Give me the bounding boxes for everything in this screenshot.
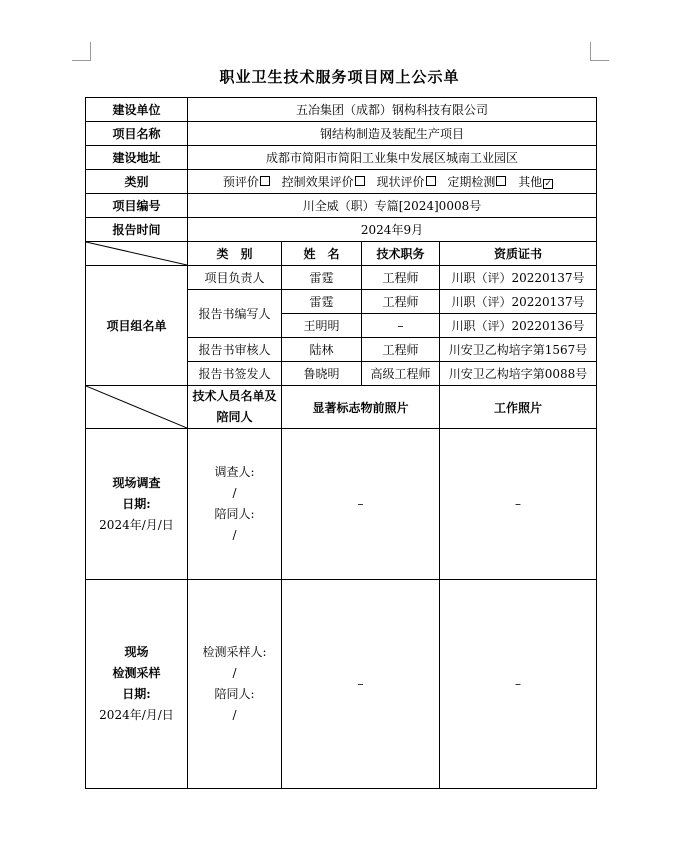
report-time-value: 2024年9月: [188, 218, 597, 242]
photo-header-staff: 技术人员名单及陪同人: [188, 386, 282, 429]
option-control-effect-label: 控制效果评价: [281, 175, 354, 189]
survey-work-photo: –: [440, 429, 597, 580]
row-category: [86, 170, 597, 194]
photo-header-landmark: 显著标志物前照片: [282, 386, 440, 429]
sampling-label-line3: 日期:: [122, 687, 151, 701]
checkbox-pre-assessment[interactable]: [260, 176, 270, 186]
document-title: 职业卫生技术服务项目网上公示单: [219, 68, 460, 86]
row-project-number: [86, 194, 597, 218]
survey-label-line2: 日期:: [122, 496, 151, 511]
team-header-title: 技术职务: [362, 242, 440, 266]
row-report-time: [86, 218, 597, 242]
page-corner-mark-top-right: [590, 42, 609, 61]
sampler-value: /: [232, 666, 237, 680]
checkbox-status-assessment[interactable]: [426, 176, 436, 186]
construction-address-label: 建设地址: [86, 146, 188, 170]
sampling-work-photo: –: [440, 580, 597, 789]
team-section-label: 项目组名单: [86, 266, 188, 386]
team-member-name: 雷霆: [282, 290, 362, 314]
survey-staff-cell: [188, 429, 282, 580]
construction-unit-value: 五冶集团（成都）钢构科技有限公司: [188, 98, 597, 122]
construction-unit-label: 建设单位: [86, 98, 188, 122]
project-number-label: 项目编号: [86, 194, 188, 218]
team-role-report-issuer: 报告书签发人: [188, 362, 282, 386]
investigator-label: 调查人:: [214, 465, 255, 479]
diagonal-line: [86, 242, 187, 265]
sampler-label: 检测采样人:: [202, 645, 267, 659]
option-status-assessment[interactable]: [377, 175, 444, 189]
sampling-staff-cell: [188, 580, 282, 789]
project-name-value: 钢结构制造及装配生产项目: [188, 122, 597, 146]
diagonal-header-cell: [86, 386, 188, 429]
option-other[interactable]: [518, 175, 561, 189]
checkbox-other-checked[interactable]: ✓: [544, 179, 552, 189]
sampling-date: 2024年/月/日: [99, 708, 174, 722]
report-time-label: 报告时间: [86, 218, 188, 242]
sampling-label-line2: 检测采样: [112, 666, 161, 680]
team-member-cert: 川职（评）20220137号: [440, 290, 597, 314]
team-member-name: 鲁晓明: [282, 362, 362, 386]
sampling-date-cell: [86, 580, 188, 789]
construction-address-value: 成都市简阳市简阳工业集中发展区城南工业园区: [188, 146, 597, 170]
survey-companion-value: /: [232, 528, 237, 542]
survey-date-cell: [86, 429, 188, 580]
row-construction-unit: [86, 98, 597, 122]
survey-date: 2024年/月/日: [99, 517, 174, 532]
sampling-row: [86, 580, 597, 789]
diagonal-line: [86, 386, 187, 428]
survey-row: [86, 429, 597, 580]
team-member-name: 王明明: [282, 314, 362, 338]
diagonal-header-cell: [86, 242, 188, 266]
investigator-value: /: [232, 486, 237, 500]
row-construction-address: [86, 146, 597, 170]
team-row: [86, 266, 597, 290]
checkbox-periodic-testing[interactable]: [496, 176, 506, 186]
survey-label-line1: 现场调查: [112, 475, 161, 490]
option-pre-assessment[interactable]: [223, 175, 278, 189]
sampling-companion-value: /: [232, 708, 237, 722]
option-control-effect[interactable]: [282, 175, 373, 189]
survey-companion-label: 陪同人:: [214, 507, 255, 521]
team-member-cert: 川职（评）20220137号: [440, 266, 597, 290]
team-member-title: –: [362, 314, 440, 338]
team-member-title: 高级工程师: [362, 362, 440, 386]
team-member-title: 工程师: [362, 266, 440, 290]
publicity-form-table: [85, 97, 597, 789]
team-member-cert: 川职（评）20220136号: [440, 314, 597, 338]
survey-landmark-photo: –: [282, 429, 440, 580]
team-member-title: 工程师: [362, 338, 440, 362]
option-other-label: 其他: [518, 175, 543, 189]
photo-header-work: 工作照片: [440, 386, 597, 429]
sampling-companion-label: 陪同人:: [214, 687, 255, 701]
option-pre-assessment-label: 预评价: [222, 175, 259, 189]
team-header-cert: 资质证书: [440, 242, 597, 266]
category-options: [188, 170, 597, 194]
option-periodic-testing-label: 定期检测: [447, 175, 496, 189]
team-header-name: 姓 名: [282, 242, 362, 266]
checkbox-control-effect[interactable]: [355, 176, 365, 186]
team-member-title: 工程师: [362, 290, 440, 314]
team-header-row: [86, 242, 597, 266]
project-number-value: 川全威（职）专篇[2024]0008号: [188, 194, 597, 218]
team-member-name: 陆林: [282, 338, 362, 362]
category-label: 类别: [86, 170, 188, 194]
row-project-name: [86, 122, 597, 146]
team-role-report-writer: 报告书编写人: [188, 290, 282, 338]
team-header-category: 类 别: [188, 242, 282, 266]
sampling-landmark-photo: –: [282, 580, 440, 789]
team-member-cert: 川安卫乙构培字第1567号: [440, 338, 597, 362]
page-corner-mark-top-left: [72, 42, 91, 61]
team-member-name: 雷霆: [282, 266, 362, 290]
photo-header-row: [86, 386, 597, 429]
team-role-project-lead: 项目负责人: [188, 266, 282, 290]
team-member-cert: 川安卫乙构培字第0088号: [440, 362, 597, 386]
option-status-assessment-label: 现状评价: [376, 175, 425, 189]
sampling-label-line1: 现场: [124, 645, 149, 659]
option-periodic-testing[interactable]: [447, 175, 514, 189]
project-name-label: 项目名称: [86, 122, 188, 146]
team-role-report-reviewer: 报告书审核人: [188, 338, 282, 362]
